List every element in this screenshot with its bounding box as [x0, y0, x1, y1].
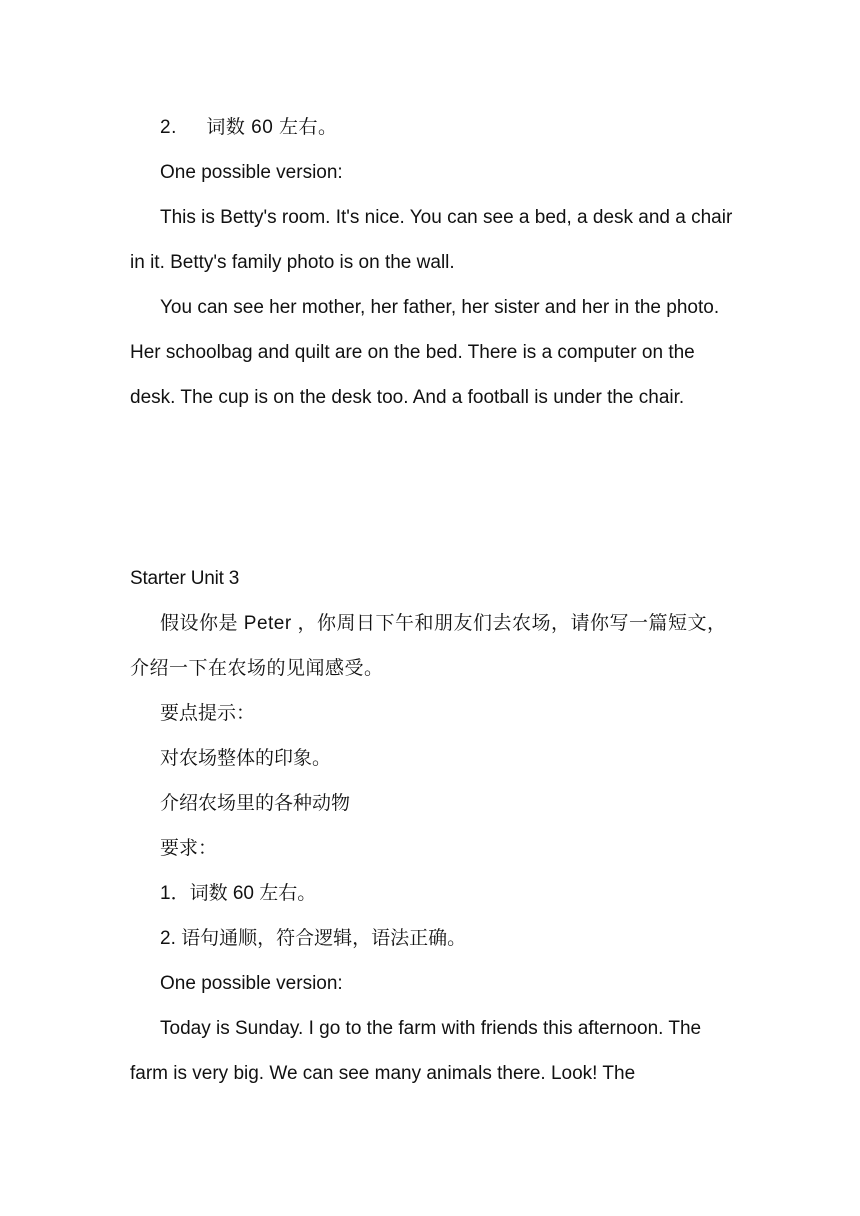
requirements-label: 要求： — [160, 838, 218, 859]
version-label: One possible version: — [160, 973, 343, 994]
essay-paragraph: This is Betty's room. It's nice. You can see a bed, a desk and a chair in it. Betty's family photo is on the wall. — [130, 207, 733, 273]
writing-prompt: 假设你是 Peter ，你周日下午和朋友们去农场，请你写一篇短文，介绍一下在农场的见闻感受。 — [130, 613, 727, 679]
section-heading: Starter Unit 3 — [130, 568, 240, 589]
essay-paragraph: You can see her mother, her father, her sister and her in the photo. Her schoolbag and quilt are on the bed. There is a computer on the desk. The cup is on the desk too. And a football is under the chair. — [130, 297, 720, 408]
requirement-item: 1．词数 60 左右。 — [160, 883, 317, 904]
tip-item: 介绍农场里的各种动物 — [160, 793, 351, 814]
tip-item: 对农场整体的印象。 — [160, 748, 332, 769]
section-starter-unit-3 — [130, 556, 742, 1096]
version-label: One possible version: — [160, 162, 343, 183]
requirement-word-count: 2. 词数 60 左右。 — [160, 117, 338, 138]
section-room-essay — [130, 105, 742, 420]
requirement-item: 2. 语句通顺，符合逻辑，语法正确。 — [160, 928, 467, 949]
tips-label: 要点提示： — [160, 703, 256, 724]
essay-paragraph: Today is Sunday. I go to the farm with friends this afternoon. The farm is very big. We can see many animals there. Look! The — [130, 1018, 702, 1084]
